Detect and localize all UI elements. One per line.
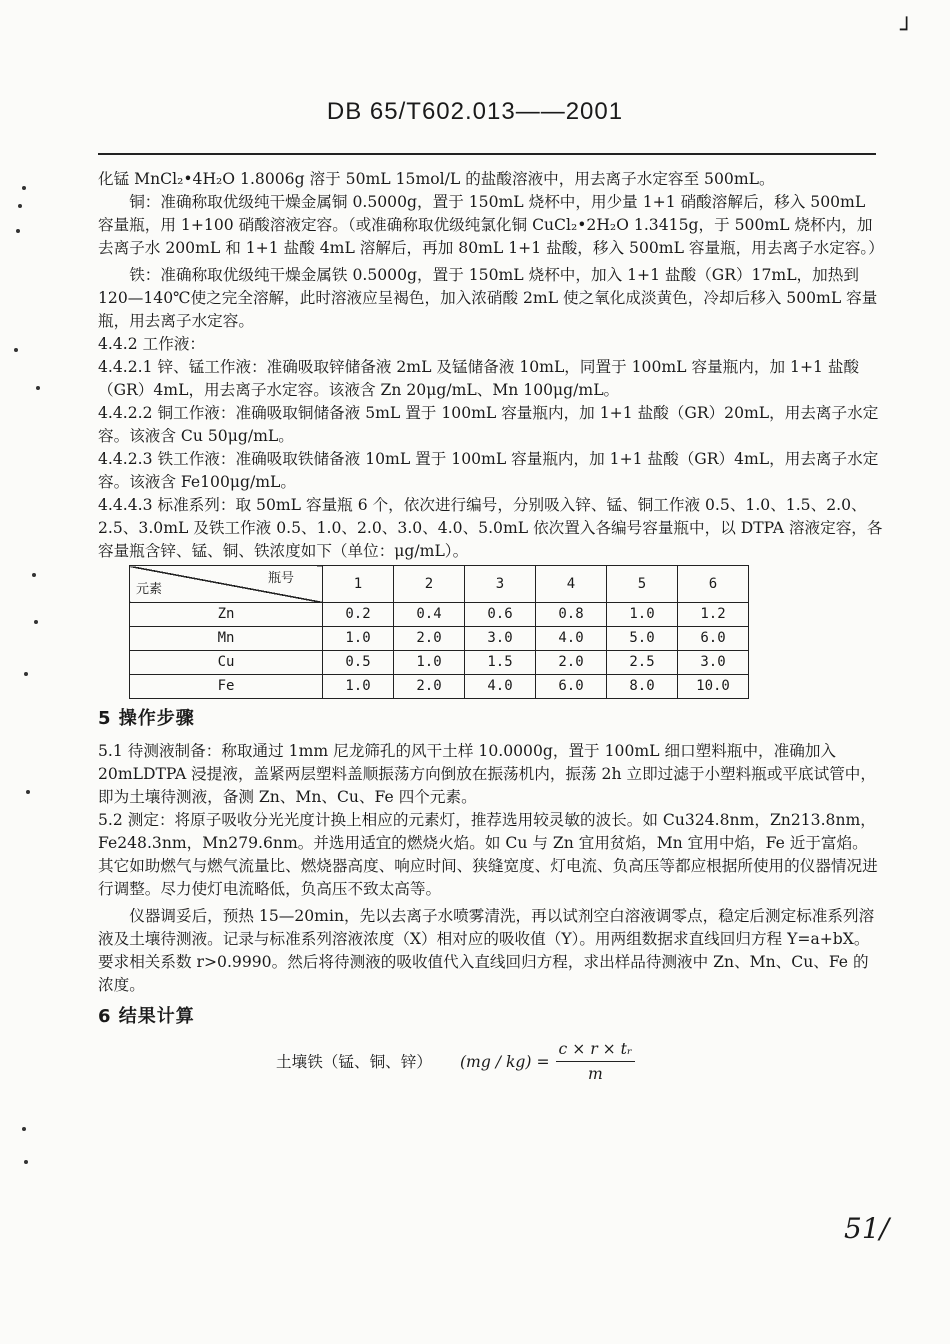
- corner-label-element: 元素: [136, 582, 163, 597]
- value-cell: 4.0: [536, 627, 607, 651]
- value-cell: 5.0: [607, 627, 678, 651]
- section-6-heading: 6 结果计算: [98, 1006, 195, 1027]
- scan-speck: [14, 348, 18, 352]
- standard-series-table: [129, 565, 749, 699]
- paragraph-manganese-stock: 化锰 MnCl₂•4H₂O 1.8006g 溶于 50mL 15mol/L 的盐酸溶液中，用去离子水定容至 500mL。: [98, 170, 775, 188]
- value-cell: 10.0: [678, 675, 749, 699]
- page-number: 51/: [844, 1212, 890, 1245]
- formula-lhs: 土壤铁（锰、铜、锌）: [276, 1052, 432, 1071]
- value-cell: 4.0: [465, 675, 536, 699]
- value-cell: 0.4: [394, 603, 465, 627]
- corner-label-bottle: 瓶号: [267, 571, 294, 586]
- value-cell: 6.0: [536, 675, 607, 699]
- column-header: 1: [323, 566, 394, 603]
- value-cell: 8.0: [607, 675, 678, 699]
- header-rule: [98, 153, 876, 155]
- formula-denominator: m: [588, 1065, 603, 1083]
- scan-speck: [32, 573, 36, 577]
- scan-speck: [22, 1127, 26, 1131]
- value-cell: 2.0: [536, 651, 607, 675]
- value-cell: 3.0: [678, 651, 749, 675]
- element-cell: Fe: [130, 675, 323, 699]
- element-cell: Cu: [130, 651, 323, 675]
- paragraph-iron-stock: 铁：准确称取优级纯干燥金属铁 0.5000g，置于 150mL 烧杯中，加入 1+1 盐酸（GR）17mL，加热到 120—140℃使之完全溶解，此时溶液应呈褐色，加入浓硝酸 2mL 使之氧化成淡黄色，冷却后移入 500mL 容量瓶，用去离子水定容。: [98, 266, 878, 330]
- scan-speck: [36, 386, 40, 390]
- clause-4-4-4-3: 4.4.4.3 标准系列：取 50mL 容量瓶 6 个，依次进行编号，分别吸入锌、锰、铜工作液 0.5、1.0、1.5、2.0、2.5、3.0mL 及铁工作液 0.5、1.0、2.0、3.0、4.0、5.0mL 依次置入各编号容量瓶中，以 DTPA 溶液定容，各容量瓶含锌、锰、铜、铁浓度如下（单位：μg/mL）。: [98, 496, 883, 560]
- value-cell: 0.2: [323, 603, 394, 627]
- value-cell: 1.5: [465, 651, 536, 675]
- clause-4-4-2: 4.4.2 工作液：: [98, 335, 206, 353]
- value-cell: 1.2: [678, 603, 749, 627]
- table-header-row: [130, 566, 749, 603]
- paragraph-instrument-calibration: 仪器调妥后，预热 15—20min，先以去离子水喷雾清洗，再以试剂空白溶液调零点，稳定后测定标准系列溶液及土壤待测液。记录与标准系列溶液浓度（X）相对应的吸收值（Y）。用两组数据求直线回归方程 Y=a+bX。要求相关系数 r>0.9990。然后将待测液的吸收值代入直线回归方程，求出样品待测液中 Zn、Mn、Cu、Fe 的浓度。: [98, 907, 875, 994]
- scan-speck: [26, 790, 30, 794]
- column-header: 4: [536, 566, 607, 603]
- scan-speck: [24, 1160, 28, 1164]
- value-cell: 6.0: [678, 627, 749, 651]
- scan-speck: [34, 620, 38, 624]
- formula-unit: (mg / kg) =: [459, 1052, 550, 1071]
- value-cell: 1.0: [607, 603, 678, 627]
- value-cell: 0.8: [536, 603, 607, 627]
- result-formula: [276, 1038, 883, 1086]
- clause-5-1: 5.1 待测液制备：称取通过 1mm 尼龙筛孔的风干土样 10.0000g，置于 100mL 细口塑料瓶中，准确加入 20mLDTPA 浸提液，盖紧两层塑料盖顺振荡方向倒放在振荡机内，振荡 2h 立即过滤于小塑料瓶或平底试管中，即为土壤待测液，备测 Zn、Mn、Cu、Fe 四个元素。: [98, 742, 876, 806]
- value-cell: 2.0: [394, 675, 465, 699]
- standard-number-header: DB 65/T602.013——2001: [326, 98, 624, 125]
- paragraph-copper-stock: 铜：准确称取优级纯干燥金属铜 0.5000g，置于 150mL 烧杯中，用少量 1+1 硝酸溶解后，移入 500mL 容量瓶，用 1+100 硝酸溶液定容。（或准确称取优级纯氯化铜 CuCl₂•2H₂O 1.3415g，于 500mL 烧杯内，加去离子水 200mL 和 1+1 盐酸 4mL 溶解后，再加 80mL 1+1 盐酸，移入 500mL 容量瓶，用去离子水定容。）: [98, 193, 884, 257]
- element-cell: Zn: [130, 603, 323, 627]
- table-row: [130, 651, 749, 675]
- formula-numerator: c × r × tᵣ: [556, 1038, 636, 1062]
- table-corner-cell: [130, 566, 323, 603]
- scan-speck: [16, 229, 20, 233]
- column-header: 3: [465, 566, 536, 603]
- scan-speck: [18, 204, 22, 208]
- table-row: [130, 675, 749, 699]
- value-cell: 1.0: [394, 651, 465, 675]
- table-row: [130, 627, 749, 651]
- document-body: [98, 168, 883, 1086]
- corner-mark: ┘: [900, 18, 914, 43]
- value-cell: 0.5: [323, 651, 394, 675]
- scan-speck: [24, 672, 28, 676]
- value-cell: 1.0: [323, 675, 394, 699]
- value-cell: 0.6: [465, 603, 536, 627]
- clause-4-4-2-3: 4.4.2.3 铁工作液：准确吸取铁储备液 10mL 置于 100mL 容量瓶内，加 1+1 盐酸（GR）4mL，用去离子水定容。该液含 Fe100μg/mL。: [98, 450, 879, 491]
- element-cell: Mn: [130, 627, 323, 651]
- scan-speck: [22, 186, 26, 190]
- value-cell: 1.0: [323, 627, 394, 651]
- column-header: 5: [607, 566, 678, 603]
- formula-fraction: [556, 1038, 636, 1086]
- clause-4-4-2-1: 4.4.2.1 锌、锰工作液：准确吸取锌储备液 2mL 及锰储备液 10mL，同置于 100mL 容量瓶内，加 1+1 盐酸（GR）4mL，用去离子水定容。该液含 Zn 20μg/mL、Mn 100μg/mL。: [98, 358, 860, 399]
- table-row: [130, 603, 749, 627]
- value-cell: 2.0: [394, 627, 465, 651]
- value-cell: 3.0: [465, 627, 536, 651]
- section-5-heading: 5 操作步骤: [98, 708, 195, 729]
- clause-4-4-2-2: 4.4.2.2 铜工作液：准确吸取铜储备液 5mL 置于 100mL 容量瓶内，加 1+1 盐酸（GR）20mL，用去离子水定容。该液含 Cu 50μg/mL。: [98, 404, 879, 445]
- column-header: 6: [678, 566, 749, 603]
- clause-5-2: 5.2 测定：将原子吸收分光光度计换上相应的元素灯，推荐选用较灵敏的波长。如 Cu324.8nm，Zn213.8nm，Fe248.3nm，Mn279.6nm。并选用适宜的燃烧火焰。如 Cu 与 Zn 宜用贫焰，Mn 宜用中焰，Fe 近于富焰。其它如助燃气与燃气流量比、燃烧器高度、响应时间、狭缝宽度、灯电流、负高压等都应根据所使用的仪器情况进行调整。尽力使灯电流略低，负高压不致太高等。: [98, 811, 878, 898]
- value-cell: 2.5: [607, 651, 678, 675]
- column-header: 2: [394, 566, 465, 603]
